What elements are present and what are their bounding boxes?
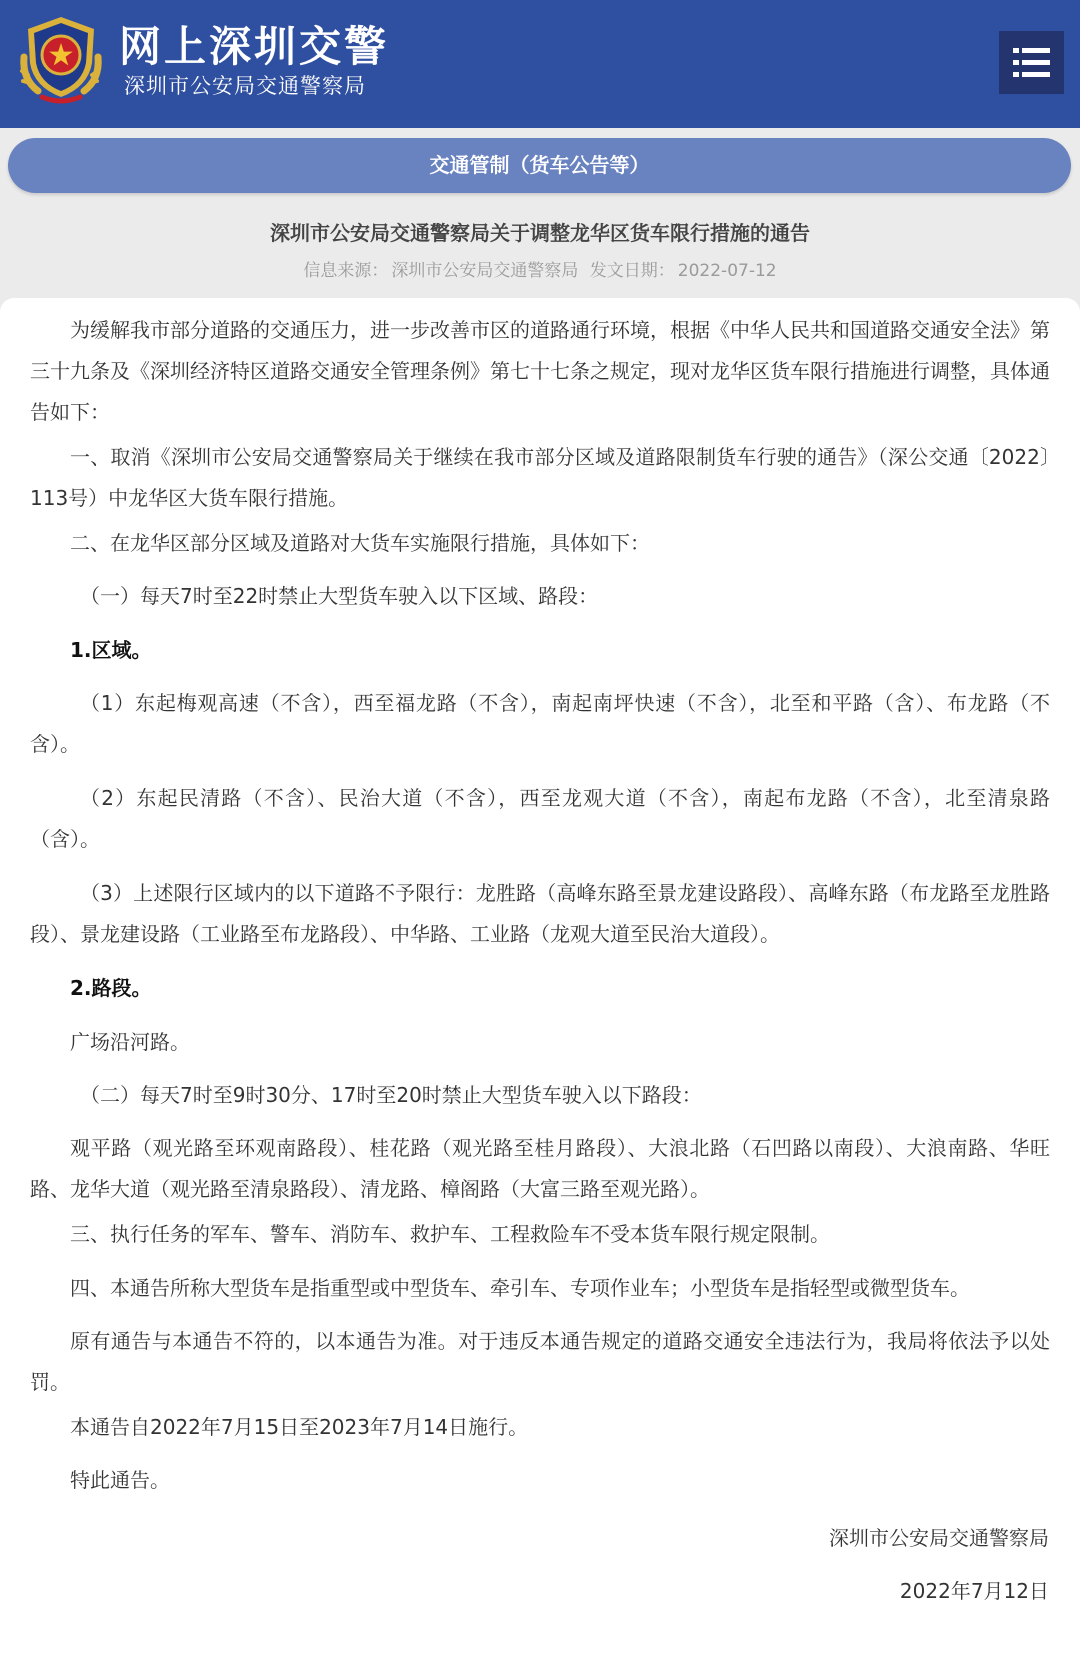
source-label: 信息来源：: [303, 261, 389, 281]
paragraph-supersede: 原有通告与本通告不符的，以本通告为准。对于违反本通告规定的道路交通安全违法行为，我局将依法予以处罚。: [30, 1329, 1050, 1394]
paragraph-sub-1: （一）每天7时至22时禁止大型货车驶入以下区域、路段：: [80, 584, 599, 608]
paragraph-roads-list: 观平路（观光路至环观南路段）、桂花路（观光路至桂月路段）、大浪北路（石凹路以南段）、大浪南路、华旺路、龙华大道（观光路至清泉路段）、清龙路、樟阁路（大富三路至观光路）。: [30, 1136, 1050, 1201]
section-heading-road: 2.路段。: [70, 976, 152, 1000]
paragraph-closing: 特此通告。: [70, 1468, 170, 1492]
paragraph-sub-2: （二）每天7时至9时30分、17时至20时禁止大型货车驶入以下路段：: [80, 1083, 702, 1107]
site-subtitle: 深圳市公安局交通警察局: [124, 74, 366, 98]
paragraph-item-1: 一、取消《深圳市公安局交通警察局关于继续在我市部分区域及道路限制货车行驶的通告》（深公交通〔2022〕113号）中龙华区大货车限行措施。: [30, 445, 1050, 510]
article-title: 深圳市公安局交通警察局关于调整龙华区货车限行措施的通告: [270, 221, 810, 245]
paragraph-item-2: 二、在龙华区部分区域及道路对大货车实施限行措施，具体如下：: [70, 531, 650, 555]
date-label: 发文日期：: [589, 261, 675, 281]
paragraph-area-2: （2）东起民清路（不含）、民治大道（不含），西至龙观大道（不含），南起布龙路（不含），北至清泉路（含）。: [30, 786, 1050, 851]
signature: 深圳市公安局交通警察局: [829, 1526, 1049, 1550]
paragraph-area-1: （1）东起梅观高速（不含），西至福龙路（不含），南起南坪快速（不含），北至和平路（含）、布龙路（不含）。: [30, 691, 1050, 756]
article-meta: [0, 258, 1080, 284]
paragraph-effective: 本通告自2022年7月15日至2023年7月14日施行。: [70, 1415, 529, 1439]
site-header: [0, 0, 1080, 128]
paragraph-item-4: 四、本通告所称大型货车是指重型或中型货车、牵引车、专项作业车；小型货车是指轻型或微型货车。: [70, 1276, 970, 1300]
menu-icon: [1013, 44, 1050, 81]
paragraph-area-3: （3）上述限行区域内的以下道路不予限行：龙胜路（高峰东路至景龙建设路段）、高峰东路（布龙路至龙胜路段）、景龙建设路（工业路至布龙路段）、中华路、工业路（龙观大道至民治大道段）。: [30, 881, 1050, 946]
paragraph-item-3: 三、执行任务的军车、警车、消防车、救护车、工程救险车不受本货车限行规定限制。: [70, 1222, 830, 1246]
menu-button[interactable]: [999, 31, 1064, 94]
paragraph-road-1: 广场沿河路。: [70, 1030, 190, 1054]
category-bar[interactable]: 交通管制（货车公告等）: [8, 138, 1071, 193]
sign-date: 2022年7月12日: [899, 1579, 1049, 1603]
site-title[interactable]: 网上深圳交警: [119, 22, 390, 71]
paragraph-intro: 为缓解我市部分道路的交通压力，进一步改善市区的道路通行环境，根据《中华人民共和国道路交通安全法》第三十九条及《深圳经济特区道路交通安全管理条例》第七十七条之规定，现对龙华区货车限行措施进行调整，具体通告如下：: [30, 318, 1050, 424]
section-heading-area: 1.区域。: [70, 638, 152, 662]
police-emblem-icon[interactable]: [18, 13, 104, 105]
source-value: 深圳市公安局交通警察局: [391, 261, 579, 281]
date-value: 2022-07-12: [677, 261, 777, 281]
article-body: [0, 298, 1080, 1677]
